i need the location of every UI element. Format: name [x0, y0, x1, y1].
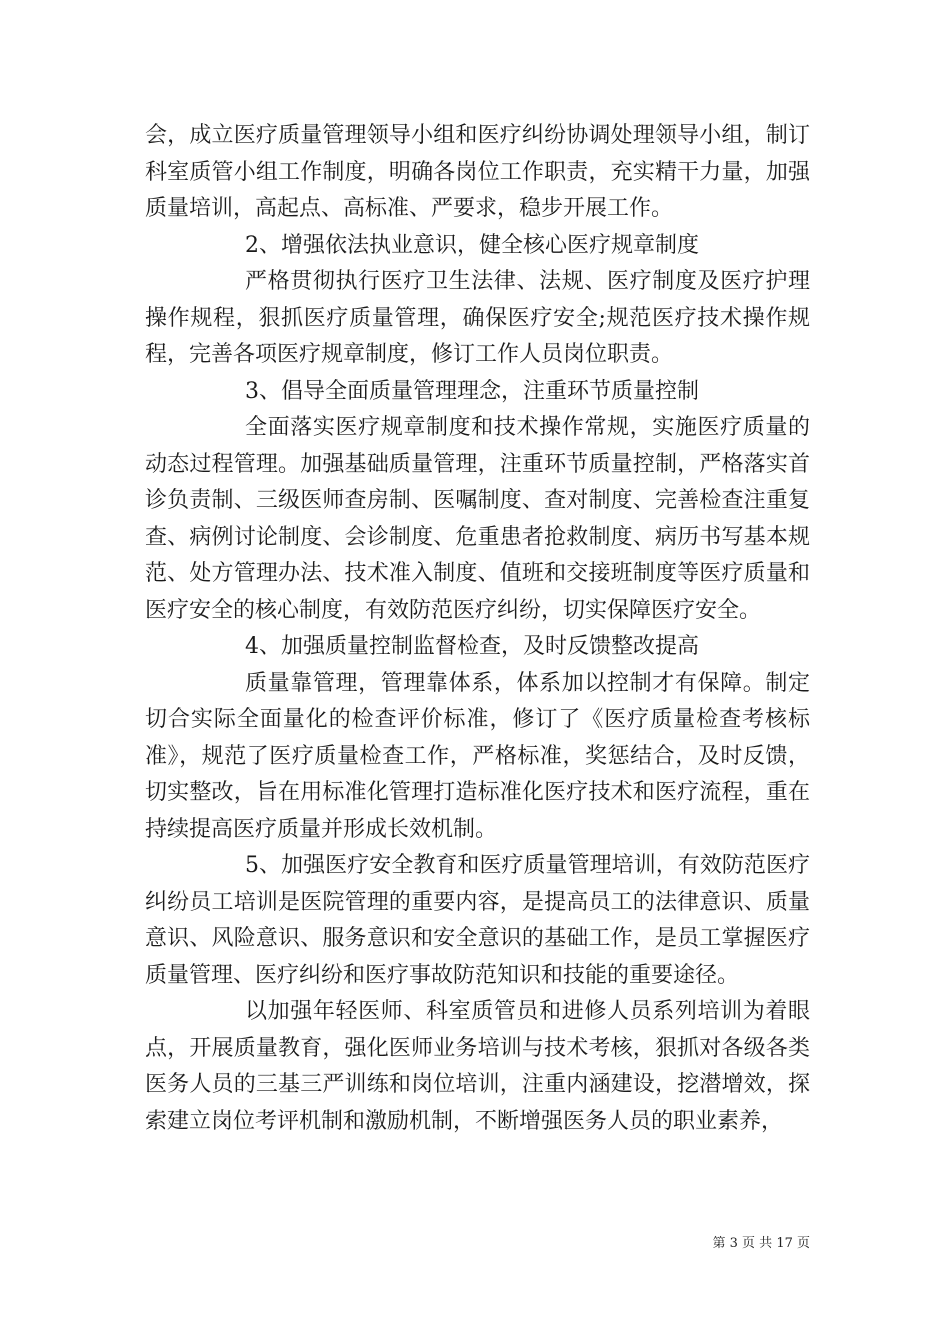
paragraph-continuation: 会，成立医疗质量管理领导小组和医疗纠纷协调处理领导小组，制订科室质管小组工作制度，明确各岗位工作职责，充实精干力量，加强质量培训，高起点、高标准、严要求，稳步开展工作。 — [145, 123, 810, 221]
section-heading-3: 3、倡导全面质量管理理念，注重环节质量控制 — [245, 378, 699, 404]
page-number-footer: 第 3 页 共 17 页 — [712, 1236, 810, 1251]
paragraph-section-5: 5、加强医疗安全教育和医疗质量管理培训，有效防范医疗纠纷员工培训是医院管理的重要内容，是提高员工的法律意识、质量意识、风险意识、服务意识和安全意识的基础工作，是员工掌握医疗质量管理、医疗纠纷和医疗事故防范知识和技能的重要途径。 — [145, 853, 810, 988]
section-heading-2: 2、增强依法执业意识，健全核心医疗规章制度 — [245, 232, 699, 258]
paragraph-section-2: 严格贯彻执行医疗卫生法律、法规、医疗制度及医疗护理操作规程，狠抓医疗质量管理，确保医疗安全;规范医疗技术操作规程，完善各项医疗规章制度，修订工作人员岗位职责。 — [145, 269, 810, 367]
paragraph-section-4: 质量靠管理，管理靠体系，体系加以控制才有保障。制定切合实际全面量化的检查评价标准，修订了《医疗质量检查考核标准》，规范了医疗质量检查工作，严格标准，奖惩结合，及时反馈，切实整改，旨在用标准化管理打造标准化医疗技术和医疗流程，重在持续提高医疗质量并形成长效机制。 — [145, 670, 810, 842]
paragraph-section-3: 全面落实医疗规章制度和技术操作常规，实施医疗质量的动态过程管理。加强基础质量管理，注重环节质量控制，严格落实首诊负责制、三级医师查房制、医嘱制度、查对制度、完善检查注重复查、病例讨论制度、会诊制度、危重患者抢救制度、病历书写基本规范、处方管理办法、技术准入制度、值班和交接班制度等医疗质量和医疗安全的核心制度，有效防范医疗纠纷，切实保障医疗安全。 — [145, 415, 810, 623]
document-body — [145, 118, 810, 1140]
paragraph-training: 以加强年轻医师、科室质管员和进修人员系列培训为着眼点，开展质量教育，强化医师业务培训与技术考核，狠抓对各级各类医务人员的三基三严训练和岗位培训，注重内涵建设，挖潜增效，探索建立岗位考评机制和激励机制，不断增强医务人员的职业素养， — [145, 999, 810, 1134]
section-heading-4: 4、加强质量控制监督检查，及时反馈整改提高 — [245, 634, 699, 659]
